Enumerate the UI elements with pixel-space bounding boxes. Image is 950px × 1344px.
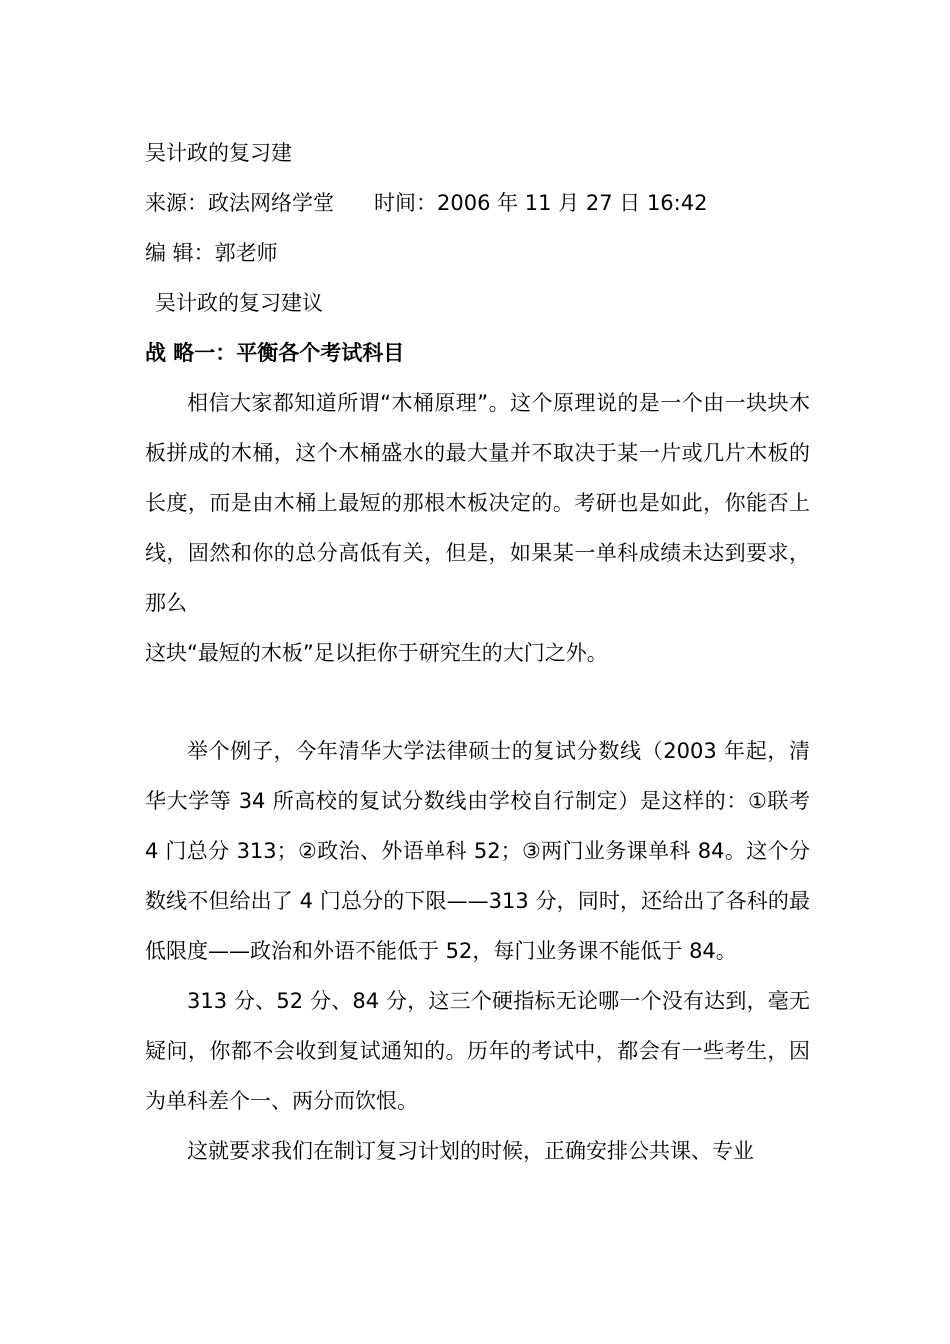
paragraph-4: 这就要求我们在制订复习计划的时候，正确安排公共课、专业 <box>187 1139 754 1163</box>
paragraph-3: 313 分、52 分、84 分，这三个硬指标无论哪一个没有达到，毫无疑问，你都不会收到复试通知的。历年的考试中，都会有一些考生，因为单科差个一、两分而饮恨。 <box>145 989 810 1113</box>
document-body <box>145 128 810 1176</box>
title-line: 吴计政的复习建 <box>145 141 292 165</box>
strategy-heading: 战 略一：平衡各个考试科目 <box>145 341 405 365</box>
editor-line: 编 辑：郭老师 <box>145 241 278 265</box>
time-text: 时间：2006 年 11 月 27 日 16:42 <box>374 191 708 215</box>
paragraph-2: 举个例子，今年清华大学法律硕士的复试分数线（2003 年起，清华大学等 34 所高校的复试分数线由学校自行制定）是这样的：①联考 4 门总分 313；②政治、外语单科 52；③两门业务课单科 84。这个分数线不但给出了 4 门总分的下限——313 分，同时，还给出了各科的最低限度——政治和外语不能低于 52，每门业务课不能低于 84。 <box>145 739 810 963</box>
source-text: 来源：政法网络学堂 <box>145 191 334 215</box>
paragraph-1: 相信大家都知道所谓“木桶原理”。这个原理说的是一个由一块块木板拼成的木桶，这个木桶盛水的最大量并不取决于某一片或几片木板的长度，而是由木桶上最短的那根木板决定的。考研也是如此，你能否上线，固然和你的总分高低有关，但是，如果某一单科成绩未达到要求，那么 <box>145 391 810 615</box>
meta-line <box>145 178 810 228</box>
blank-line <box>145 678 810 726</box>
paragraph-1-tail: 这块“最短的木板”足以拒你于研究生的大门之外。 <box>145 641 608 665</box>
subtitle: 吴计政的复习建议 <box>155 291 323 315</box>
